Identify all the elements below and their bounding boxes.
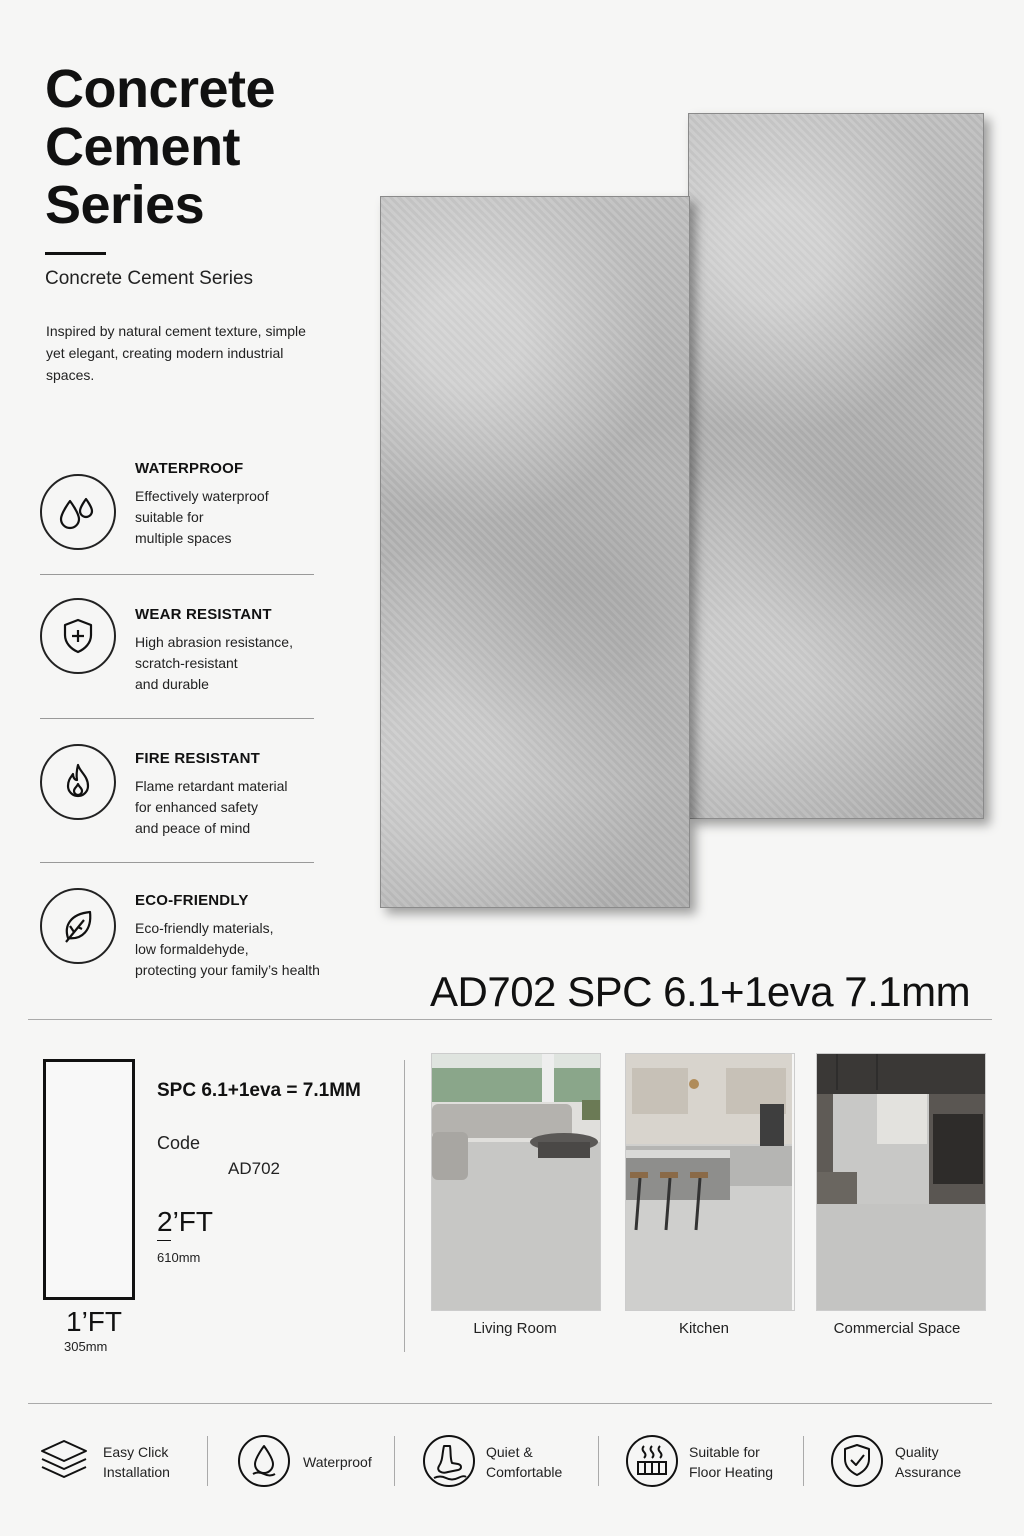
water-drop-icon — [237, 1434, 291, 1493]
bottom-feature-label — [486, 1442, 562, 1482]
room-label: Living Room — [473, 1320, 557, 1337]
feature-line: Effectively waterproof — [135, 488, 269, 504]
feature-line: Flame retardant material — [135, 778, 288, 794]
feature-fire-resistant — [40, 750, 314, 890]
living-room-photo — [431, 1053, 601, 1311]
feature-wear-resistant — [40, 606, 314, 746]
product-code: AD702 SPC 6.1+1eva 7.1mm — [430, 968, 971, 1015]
feature-line: protecting your family’s health — [135, 962, 320, 978]
kitchen-photo — [625, 1053, 795, 1311]
divider — [40, 862, 314, 863]
label-line: Waterproof — [303, 1454, 372, 1470]
label-line: Quiet & — [486, 1444, 533, 1460]
feature-line: High abrasion resistance, — [135, 634, 293, 650]
divider — [404, 1060, 405, 1352]
tile-front — [380, 196, 690, 908]
width-ft: 1’FT — [66, 1306, 122, 1337]
length-mm: 610mm — [157, 1250, 201, 1265]
label-line: Easy Click — [103, 1444, 169, 1460]
feature-title: WEAR RESISTANT — [135, 606, 272, 623]
divider — [28, 1019, 992, 1020]
feature-line: and peace of mind — [135, 820, 251, 836]
subtitle: Concrete Cement Series — [45, 268, 254, 289]
floor-heating-icon — [625, 1434, 679, 1493]
title-line: Series — [45, 175, 205, 235]
code-label: Code — [157, 1133, 201, 1153]
thickness-spec: SPC 6.1+1eva = 7.1MM — [157, 1080, 361, 1101]
label-line: Quality — [895, 1444, 939, 1460]
divider — [40, 718, 314, 719]
divider — [394, 1436, 395, 1486]
divider — [40, 574, 314, 575]
label-line: Comfortable — [486, 1464, 563, 1480]
feature-line: scratch-resistant — [135, 655, 238, 671]
bottom-feature-label — [895, 1442, 961, 1482]
feature-text — [135, 776, 345, 839]
title-line: Cement — [45, 117, 241, 177]
width-mm: 305mm — [64, 1339, 108, 1354]
divider — [803, 1436, 804, 1486]
feature-title: FIRE RESISTANT — [135, 750, 261, 767]
label-line: Installation — [103, 1464, 170, 1480]
divider — [28, 1403, 992, 1404]
feature-line: multiple spaces — [135, 530, 232, 546]
commercial-space-photo — [816, 1053, 986, 1311]
feature-line: low formaldehyde, — [135, 941, 249, 957]
divider — [207, 1436, 208, 1486]
feature-waterproof — [40, 460, 314, 600]
feature-text — [135, 486, 345, 549]
feature-title: WATERPROOF — [135, 460, 244, 477]
description: Inspired by natural cement texture, simple yet elegant, creating modern industrial spaces. — [46, 323, 306, 383]
feature-title: ECO-FRIENDLY — [135, 892, 249, 909]
feature-line: for enhanced safety — [135, 799, 258, 815]
feature-line: Eco-friendly materials, — [135, 920, 274, 936]
feature-eco-friendly — [40, 892, 320, 1032]
tile-back — [688, 113, 984, 819]
footprint-icon — [422, 1434, 476, 1493]
title-divider — [45, 252, 106, 255]
feature-text — [135, 632, 345, 695]
title-line: Concrete — [45, 59, 276, 119]
bottom-feature-label — [689, 1442, 773, 1482]
bottom-feature-label — [303, 1452, 372, 1472]
leaf-icon — [40, 888, 116, 964]
feature-text — [135, 918, 365, 981]
label-line: Suitable for — [689, 1444, 760, 1460]
layers-icon — [38, 1437, 90, 1490]
bottom-feature-label — [103, 1442, 170, 1482]
water-drops-icon — [40, 474, 116, 550]
shield-check-icon — [830, 1434, 884, 1493]
label-line: Floor Heating — [689, 1464, 774, 1480]
label-line: Assurance — [895, 1464, 962, 1480]
feature-line: and durable — [135, 676, 209, 692]
divider — [598, 1436, 599, 1486]
room-label: Kitchen — [678, 1320, 730, 1337]
feature-line: suitable for — [135, 509, 204, 525]
code-value: AD702 — [228, 1159, 280, 1178]
page-title — [45, 60, 275, 234]
dim-underline — [157, 1240, 171, 1241]
room-label: Commercial Space — [833, 1320, 961, 1337]
plank-size-diagram — [43, 1059, 135, 1300]
shield-plus-icon — [40, 598, 116, 674]
flame-icon — [40, 744, 116, 820]
length-ft: 2’FT — [157, 1206, 213, 1237]
